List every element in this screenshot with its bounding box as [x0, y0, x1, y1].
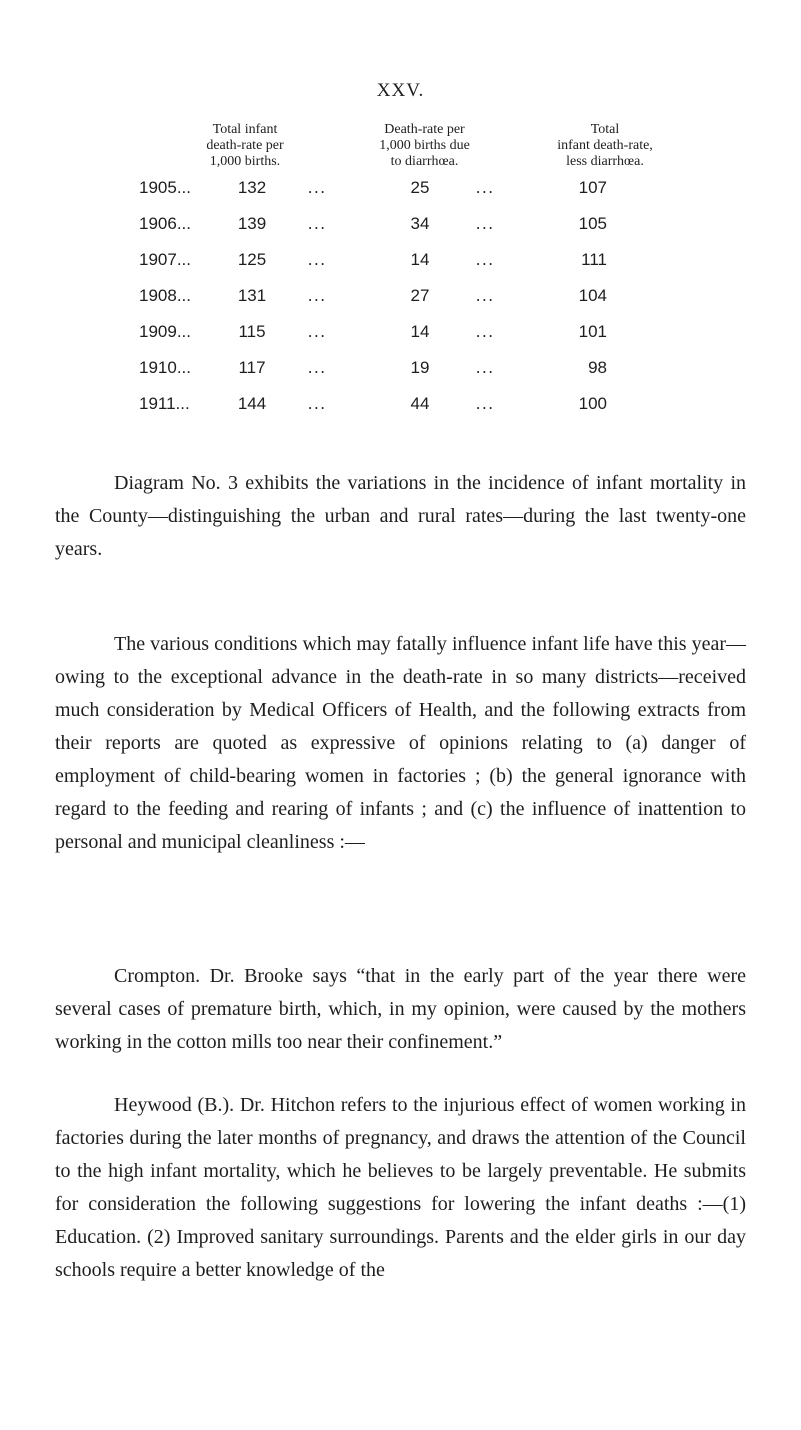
row-total: 139	[237, 214, 267, 233]
row-less: 105	[578, 214, 607, 233]
row-diarrhoea: 34	[410, 214, 430, 233]
leader-dots: ...	[476, 358, 495, 377]
row-total: 131	[237, 286, 267, 305]
row-less: 101	[578, 322, 607, 341]
column-header-total-infant-death-rate: Total infant death-rate per 1,000 births.	[206, 122, 284, 169]
column-header-diarrhoea-death-rate: Death-rate per 1,000 births due to diarrhœa.	[379, 122, 470, 169]
row-diarrhoea: 19	[410, 358, 430, 377]
row-diarrhoea: 14	[410, 322, 430, 341]
table-row	[0, 214, 801, 244]
leader-dots: ...	[476, 286, 495, 305]
leader-dots: ...	[308, 214, 327, 233]
row-total: 144	[237, 394, 267, 413]
row-total: 117	[238, 358, 266, 377]
paragraph-crompton: Crompton. Dr. Brooke says “that in the early part of the year there were several cases of premature birth, which, in my opinion, were caused by the mothers working in the cotton mills too near their confinement.”	[55, 965, 746, 1053]
leader-dots: ...	[308, 322, 327, 341]
row-year: 1905...	[139, 178, 191, 197]
leader-dots: ...	[308, 250, 327, 269]
row-less: 100	[578, 394, 607, 413]
column-header-less-diarrhoea: Total infant death-rate, less diarrhœa.	[557, 122, 653, 169]
table-row	[0, 286, 801, 316]
row-less: 111	[581, 250, 607, 269]
row-less: 104	[578, 286, 607, 305]
leader-dots: ...	[476, 214, 495, 233]
row-less: 107	[578, 178, 607, 197]
row-year: 1907...	[139, 250, 191, 269]
row-diarrhoea: 44	[410, 394, 430, 413]
row-total: 125	[237, 250, 267, 269]
leader-dots: ...	[308, 358, 327, 377]
leader-dots: ...	[308, 178, 327, 197]
row-total: 132	[237, 178, 267, 197]
row-diarrhoea: 14	[410, 250, 430, 269]
paragraph-diagram-no-3: Diagram No. 3 exhibits the variations in the incidence of infant mortality in the County—distinguishing the urban and rural rates—during the last twenty-one years.	[55, 472, 746, 560]
row-year: 1911...	[139, 394, 190, 413]
row-less: 98	[588, 358, 607, 377]
paragraph-heywood: Heywood (B.). Dr. Hitchon refers to the injurious effect of women working in factories during the later months of pregnancy, and draws the attention of the Council to the high infant mortality, which he believes to be largely preventable. He submits for consideration the following suggestions for lowering the infant deaths :—(1) Education. (2) Improved sanitary surroundings. Parents and the elder girls in our day schools require a better knowledge of the	[55, 1094, 746, 1281]
paragraph-conditions: The various conditions which may fatally influence infant life have this year—owing to the exceptional advance in the death-rate in so many districts—received much consideration by Medical Officers of Health, and the following extracts from their reports are quoted as expressive of opinions relating to (a) danger of employment of child-bearing women in factories ; (b) the general ignorance with regard to the feeding and rearing of infants ; and (c) the influence of inattention to personal and municipal cleanliness :—	[55, 633, 746, 853]
row-diarrhoea: 27	[410, 286, 430, 305]
row-total: 115	[238, 322, 266, 341]
leader-dots: ...	[476, 394, 495, 413]
leader-dots: ...	[476, 322, 495, 341]
row-year: 1908...	[139, 286, 191, 305]
row-year: 1910...	[139, 358, 191, 377]
page-number: XXV.	[376, 80, 425, 101]
row-year: 1909...	[139, 322, 191, 341]
table-row	[0, 322, 801, 352]
leader-dots: ...	[476, 250, 495, 269]
row-year: 1906...	[139, 214, 191, 233]
table-row	[0, 250, 801, 280]
leader-dots: ...	[476, 178, 495, 197]
table-row	[0, 178, 801, 208]
table-row	[0, 358, 801, 388]
leader-dots: ...	[308, 394, 327, 413]
leader-dots: ...	[308, 286, 327, 305]
row-diarrhoea: 25	[410, 178, 430, 197]
table-row	[0, 394, 801, 424]
